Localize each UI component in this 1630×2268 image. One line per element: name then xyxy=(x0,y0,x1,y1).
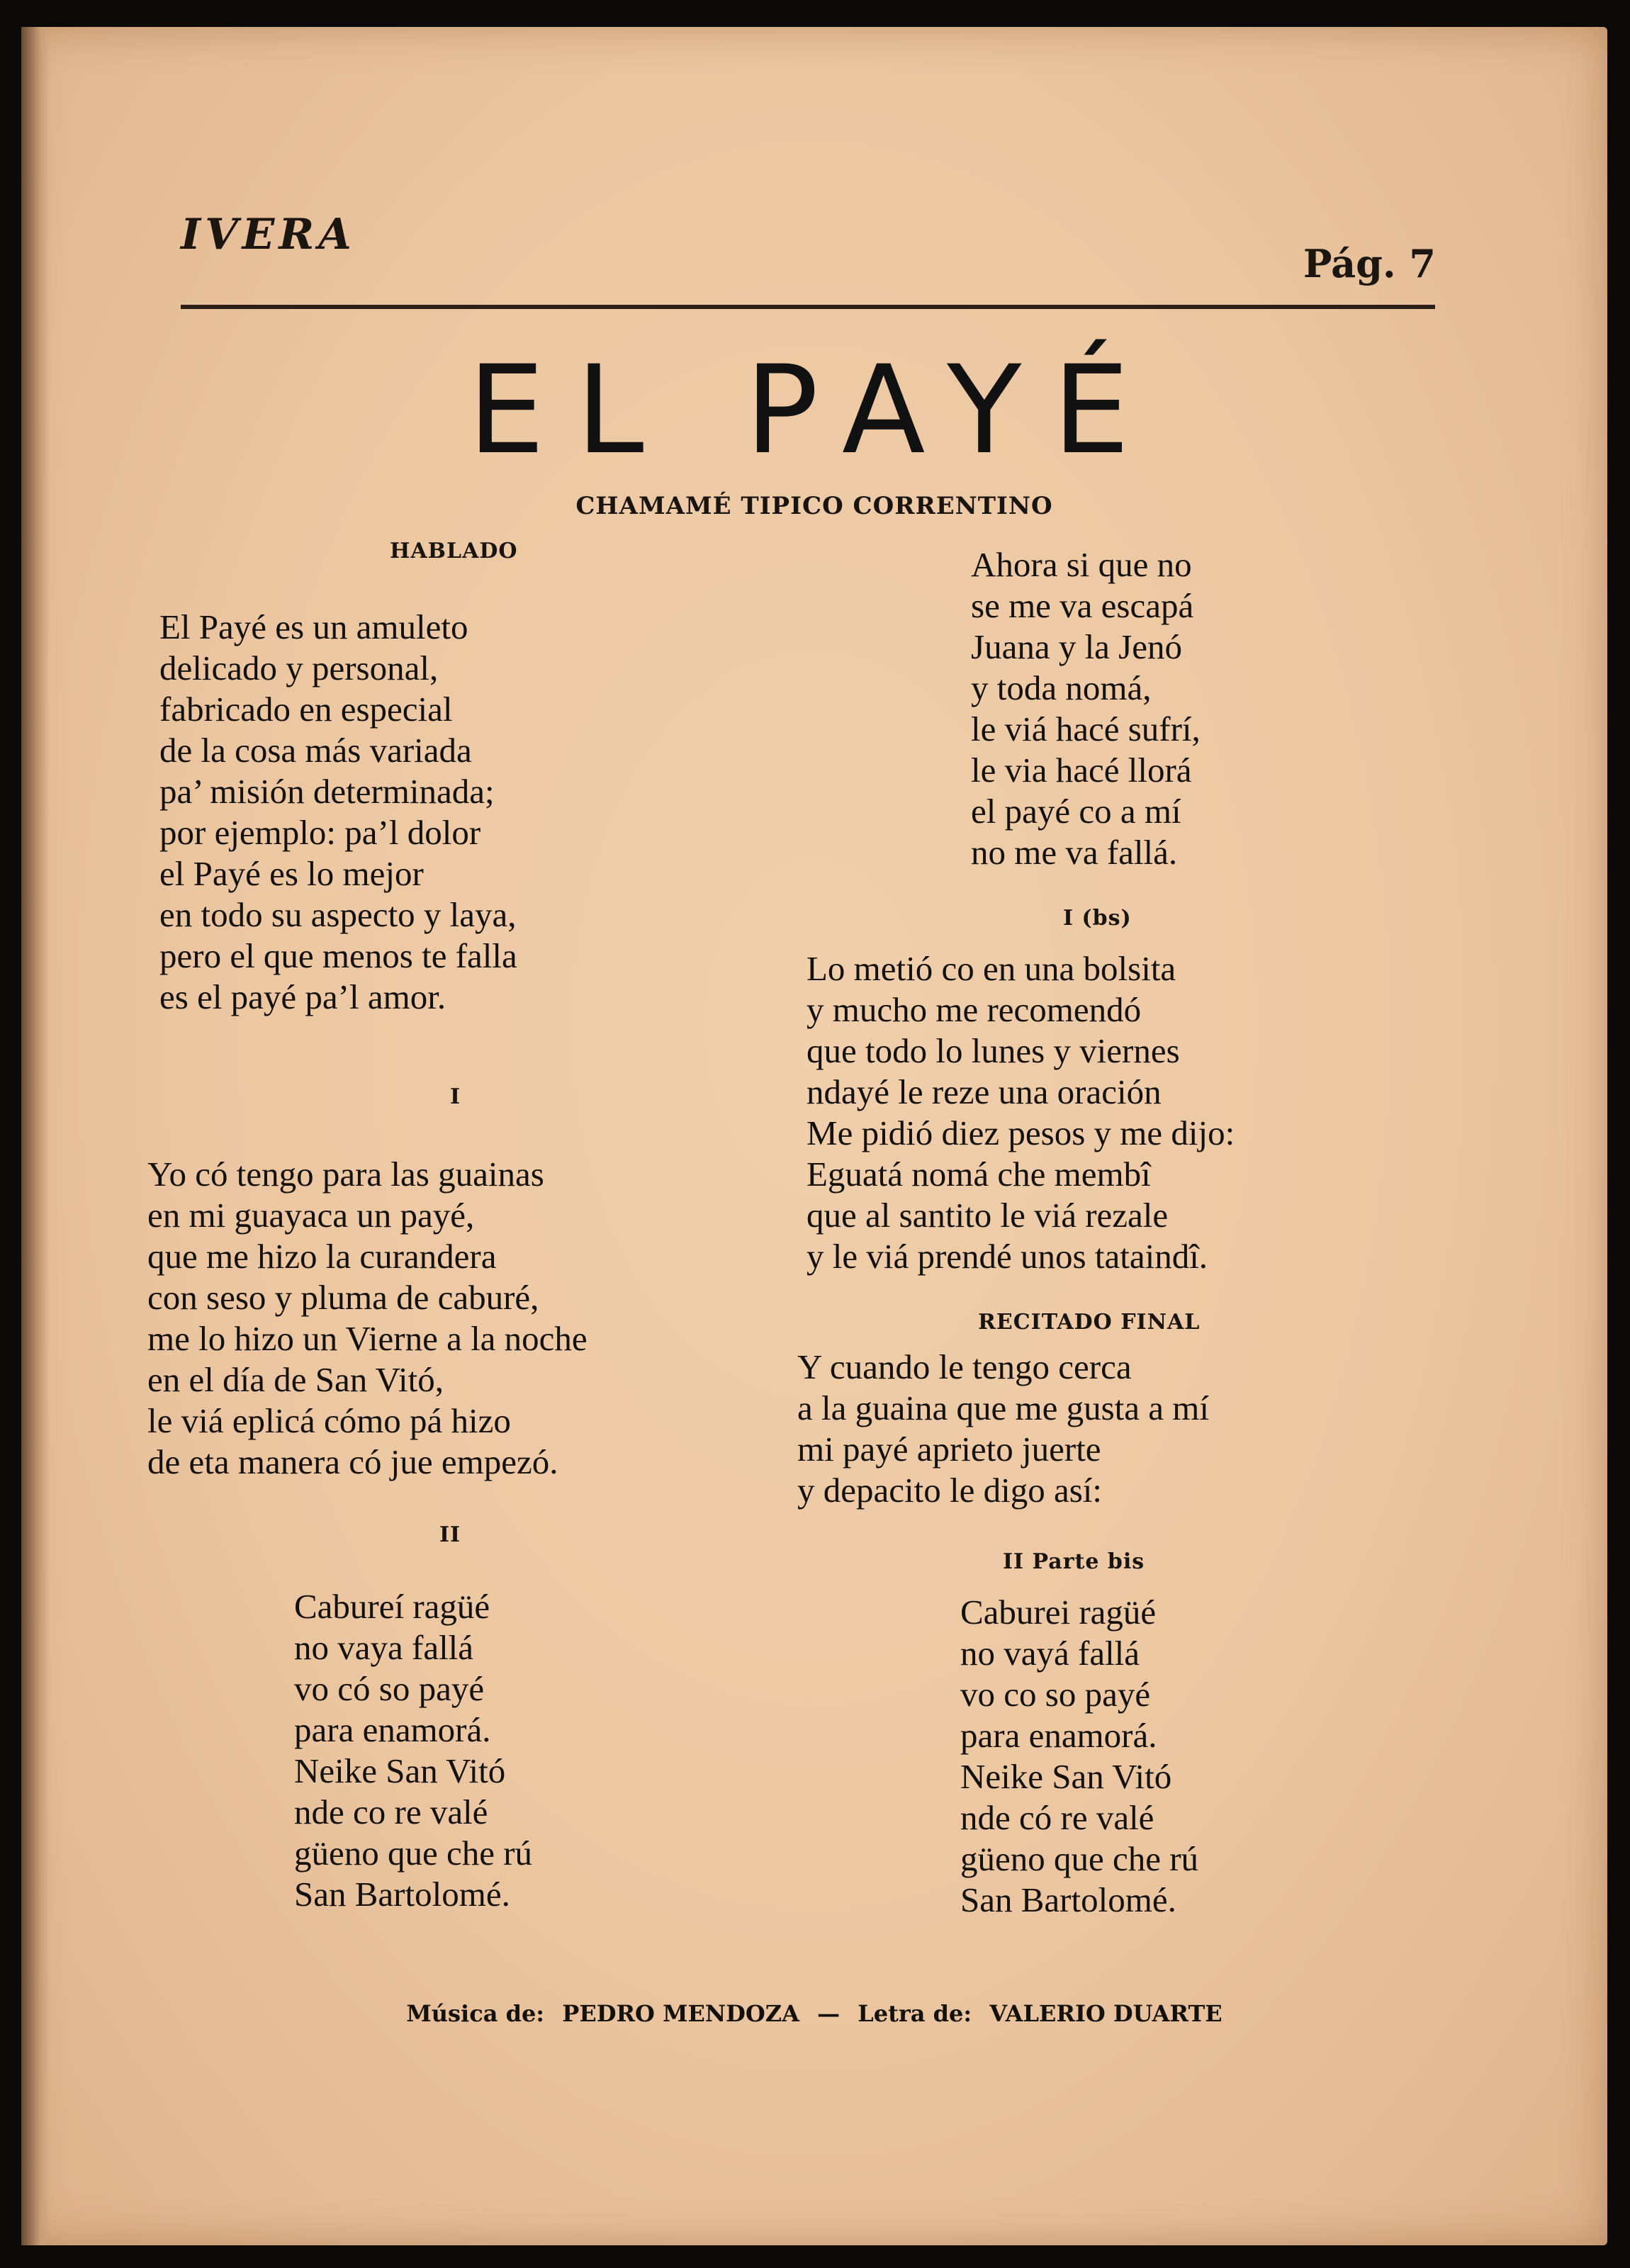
verse-line: le via hacé llorá xyxy=(971,751,1192,790)
section-label-hablado: HABLADO xyxy=(390,539,518,563)
verse-line: mi payé aprieto juerte xyxy=(797,1430,1101,1469)
verse-i xyxy=(147,1154,588,1483)
verse-line: y toda nomá, xyxy=(971,668,1152,707)
verse-line: en todo su aspecto y laya, xyxy=(159,895,517,934)
verse-hablado xyxy=(159,607,517,1018)
verse-line: por ejemplo: pa’l dolor xyxy=(159,813,481,852)
verse-line: a la guaina que me gusta a mí xyxy=(797,1388,1209,1427)
verse-line: y mucho me recomendó xyxy=(806,990,1142,1029)
song-title: EL PAYÉ xyxy=(468,339,1161,481)
book-page xyxy=(21,27,1607,2245)
verse-line: para enamorá. xyxy=(294,1710,491,1749)
verse-line: El Payé es un amuleto xyxy=(159,607,468,646)
verse-line: Yo có tengo para las guainas xyxy=(147,1155,544,1194)
verse-line: pero el que menos te falla xyxy=(159,936,517,975)
page-number: Pág. 7 xyxy=(1303,241,1436,286)
verse-line: que me hizo la curandera xyxy=(147,1237,497,1276)
verse-line: güeno que che rú xyxy=(960,1839,1199,1878)
section-label-ii-parte-bis: II Parte bis xyxy=(1003,1549,1145,1574)
section-label-recitado-final: RECITADO FINAL xyxy=(978,1310,1201,1335)
verse-line: Ahora si que no xyxy=(971,545,1192,584)
verse-line: fabricado en especial xyxy=(159,690,453,729)
verse-line: en mi guayaca un payé, xyxy=(147,1196,475,1235)
verse-line: San Bartolomé. xyxy=(960,1880,1176,1919)
verse-line: para enamorá. xyxy=(960,1716,1157,1755)
verse-line: nde co re valé xyxy=(294,1792,488,1831)
verse-line: San Bartolomé. xyxy=(294,1875,510,1914)
verse-i-bis xyxy=(806,948,1235,1277)
verse-line: Juana y la Jenó xyxy=(971,627,1182,666)
running-title: IVERA xyxy=(181,210,356,259)
section-label-i: I xyxy=(450,1084,461,1109)
section-label-i-bis: I (bs) xyxy=(1063,906,1132,931)
verse-line: Lo metió co en una bolsita xyxy=(806,949,1176,988)
lyrics-author: VALERIO DUARTE xyxy=(989,2000,1222,2027)
verse-line: y le viá prendé unos tataindî. xyxy=(806,1237,1208,1276)
song-credits xyxy=(21,2000,1607,2027)
verse-line: de eta manera có jue empezó. xyxy=(147,1442,558,1481)
verse-line: el payé co a mí xyxy=(971,792,1181,831)
verse-line: nde có re valé xyxy=(960,1798,1154,1837)
verse-ii xyxy=(294,1586,532,1915)
verse-line: no vayá fallá xyxy=(960,1634,1140,1673)
verse-line: pa’ misión determinada; xyxy=(159,772,495,811)
verse-recitado-final xyxy=(797,1347,1209,1511)
verse-line: que al santito le viá rezale xyxy=(806,1196,1169,1235)
verse-line: de la cosa más variada xyxy=(159,731,472,770)
verse-line: Y cuando le tengo cerca xyxy=(797,1347,1132,1386)
verse-line: vo co so payé xyxy=(960,1675,1151,1714)
verse-line: le viá hacé sufrí, xyxy=(971,709,1201,748)
verse-line: Cabureí ragüé xyxy=(294,1587,490,1626)
verse-line: no me va fallá. xyxy=(971,833,1178,872)
verse-line: que todo lo lunes y viernes xyxy=(806,1031,1180,1070)
verse-line: delicado y personal, xyxy=(159,649,439,687)
music-label: Música de: xyxy=(406,2000,545,2027)
lyrics-label: Letra de: xyxy=(858,2000,972,2027)
verse-line: se me va escapá xyxy=(971,586,1194,625)
verse-line: güeno que che rú xyxy=(294,1834,533,1873)
song-subtitle: CHAMAMÉ TIPICO CORRENTINO xyxy=(575,492,1053,520)
verse-line: con seso y pluma de caburé, xyxy=(147,1278,539,1317)
verse-line: Neike San Vitó xyxy=(960,1757,1172,1796)
section-label-ii: II xyxy=(439,1522,461,1547)
verse-right-top xyxy=(971,544,1201,873)
verse-line: no vaya fallá xyxy=(294,1628,474,1667)
verse-line: le viá eplicá cómo pá hizo xyxy=(147,1401,511,1440)
verse-line: Neike San Vitó xyxy=(294,1751,506,1790)
verse-line: Eguatá nomá che membî xyxy=(806,1155,1151,1194)
credits-separator: — xyxy=(817,2000,841,2027)
music-author: PEDRO MENDOZA xyxy=(562,2000,799,2027)
verse-line: es el payé pa’l amor. xyxy=(159,977,446,1016)
verse-line: en el día de San Vitó, xyxy=(147,1360,444,1399)
verse-line: y depacito le digo así: xyxy=(797,1471,1102,1510)
verse-line: Caburei ragüé xyxy=(960,1593,1157,1632)
verse-line: Me pidió diez pesos y me dijo: xyxy=(806,1113,1235,1152)
verse-line: me lo hizo un Vierne a la noche xyxy=(147,1319,588,1358)
verse-line: el Payé es lo mejor xyxy=(159,854,424,893)
verse-line: ndayé le reze una oración xyxy=(806,1072,1162,1111)
verse-line: vo có so payé xyxy=(294,1669,485,1708)
header-rule xyxy=(181,305,1435,309)
verse-ii-parte-bis xyxy=(960,1592,1198,1921)
